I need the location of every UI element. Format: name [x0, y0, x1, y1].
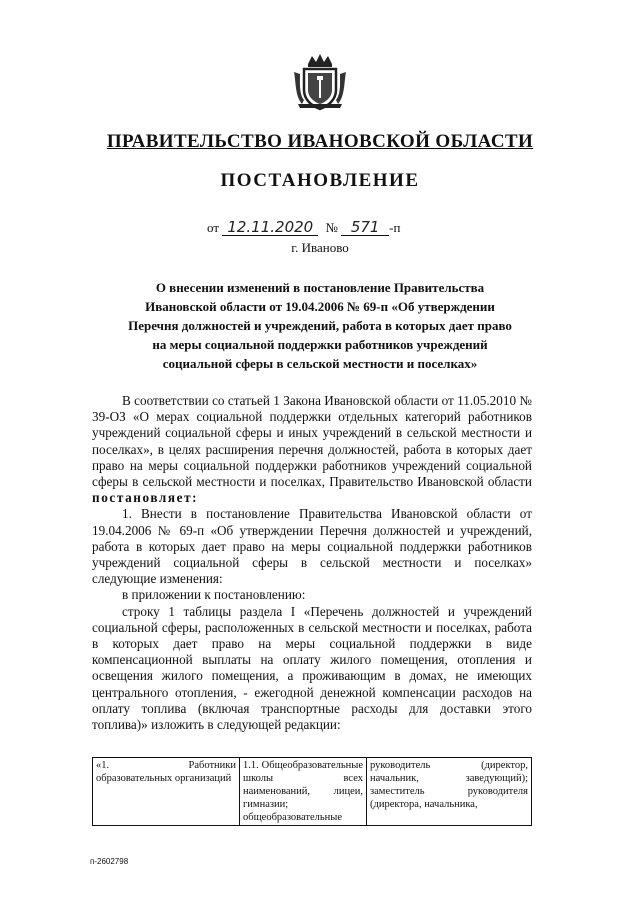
title-line: Перечня должностей и учреждений, работа в которых дает право [128, 318, 512, 333]
number-prefix: № [325, 220, 338, 235]
body-text [92, 393, 532, 733]
city: г. Иваново [291, 240, 349, 255]
handwritten-number: 571 [341, 220, 389, 236]
date-number-line [207, 220, 400, 236]
title-line: Ивановской области от 19.04.2006 № 69-п «Об утверждении [145, 299, 495, 314]
ivanovo-coat-of-arms-icon [290, 52, 350, 112]
handwritten-date: 12.11.2020 [222, 220, 318, 236]
table-cell: руководитель (директор, начальник, заведующий); заместитель руководителя (директора, начальника, [367, 758, 532, 826]
paragraph-row-change: строку 1 таблицы раздела I «Перечень должностей и учреждений социальной сферы, расположенных в сельской местности и поселках, работа в которых дает право на меры социальной поддержки в виде компенсационной выплаты на оплату жилого помещения, отопления и освещения жилого помещения, а проживающим в домах, не имеющих центрального отопления, - ежегодной денежной компенсации расходов на оплату топлива (включая транспортные расходы для доставки этого топлива)» изложить в следующей редакции: [92, 603, 532, 733]
title-line: социальной сферы в сельской местности и поселках» [162, 356, 478, 371]
number-suffix: -п [389, 220, 401, 235]
paragraph-appendix: в приложении к постановлению: [122, 587, 306, 603]
document-type: ПОСТАНОВЛЕНИЕ [220, 170, 420, 191]
table-cell: 1.1. Общеобразовательные школы всех наименований, лицеи, гимназии; общеобразовательные [240, 758, 367, 826]
preamble-text: В соответствии со статьей 1 Закона Ивановской области от 11.05.2010 № 39-ОЗ «О мерах социальной поддержки отдельных категорий работников учреждений социальной сферы и иных учреждений в сельской местности и поселках», в целях расширения перечня должностей, работа в которых дает право на меры социальной поддержки работников учреждений социальной сферы в сельской местности и поселках, Правительство Ивановской области [92, 393, 532, 490]
footer-code: п-2602798 [90, 857, 129, 866]
table-cell: «1. Работники образовательных организаций [93, 758, 240, 826]
resolves-word: постановляет: [92, 490, 199, 506]
paragraph-preamble [92, 393, 532, 506]
positions-table [92, 757, 532, 826]
title-line: на меры социальной поддержки работников учреждений [152, 337, 488, 352]
table-row [93, 758, 532, 826]
decree-title [92, 278, 548, 373]
paragraph-item-1: 1. Внести в постановление Правительства Ивановской области от 19.04.2006 № 69-п «Об утверждении Перечня должностей и учреждений, работа в которых дает право на меры социальной поддержки работников учреждений социальной сферы в сельской местности и поселках» следующие изменения: [92, 506, 532, 587]
title-line: О внесении изменений в постановление Правительства [155, 280, 485, 295]
date-prefix: от [207, 220, 220, 235]
government-title: ПРАВИТЕЛЬСТВО ИВАНОВСКОЙ ОБЛАСТИ [106, 131, 534, 152]
